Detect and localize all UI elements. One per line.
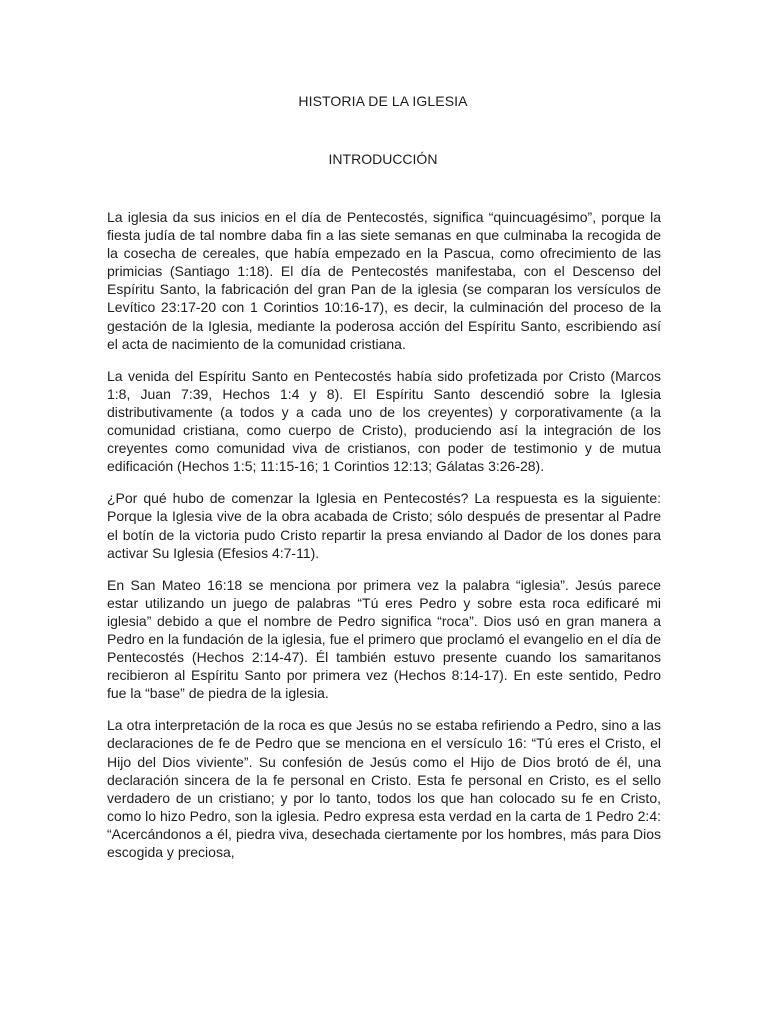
document-title: HISTORIA DE LA IGLESIA [298,93,468,109]
paragraph-3: ¿Por qué hubo de comenzar la Iglesia en Pentecostés? La respuesta es la siguiente: Porque la Iglesia vive de la obra acabada de Cristo; sólo después de presentar al Padre el botín de la victoria pudo Cristo repartir la presa enviando al Dador de los dones para activar Su Iglesia (Efesios 4:7-11). [107,490,661,561]
document-body [107,208,661,875]
paragraph-1: La iglesia da sus inicios en el día de Pentecostés, significa “quincuagésimo”, porque la fiesta judía de tal nombre daba fin a las siete semanas en que culminaba la recogida de la cosecha de cereales, que había empezado en la Pascua, como ofrecimiento de las primicias (Santiago 1:18). El día de Pentecostés manifestaba, con el Descenso del Espíritu Santo, la fabricación del gran Pan de la iglesia (se comparan los versículos de Levítico 23:17-20 con 1 Corintios 10:16-17), es decir, la culminación del proceso de la gestación de la Iglesia, mediante la poderosa acción del Espíritu Santo, escribiendo así el acta de nacimiento de la comunidad cristiana. [107,209,661,352]
paragraph-4: En San Mateo 16:18 se menciona por primera vez la palabra “iglesia”. Jesús parece estar utilizando un juego de palabras “Tú eres Pedro y sobre esta roca edificaré mi iglesia” debido a que el nombre de Pedro significa “roca”. Dios usó en gran manera a Pedro en la fundación de la iglesia, fue el primero que proclamó el evangelio en el día de Pentecostés (Hechos 2:14-47). Él también estuvo presente cuando los samaritanos recibieron al Espíritu Santo por primera vez (Hechos 8:14-17). En este sentido, Pedro fue la “base” de piedra de la iglesia. [107,576,661,702]
paragraph-5: La otra interpretación de la roca es que Jesús no se estaba refiriendo a Pedro, sino a las declaraciones de fe de Pedro que se menciona en el versículo 16: “Tú eres el Cristo, el Hijo del Dios viviente”. Su confesión de Jesús como el Hijo de Dios brotó de él, una declaración sincera de la fe personal en Cristo. Esta fe personal en Cristo, es el sello verdadero de un cristiano; y por lo tanto, todos los que han colocado su fe en Cristo, como lo hizo Pedro, son la iglesia. Pedro expresa esta verdad en la carta de 1 Pedro 2:4: “Acercándonos a él, piedra viva, desechada ciertamente por los hombres, más para Dios escogida y preciosa, [107,717,661,860]
paragraph-2: La venida del Espíritu Santo en Pentecostés había sido profetizada por Cristo (Marcos 1:8, Juan 7:39, Hechos 1:4 y 8). El Espíritu Santo descendió sobre la Iglesia distributivamente (a todos y a cada uno de los creyentes) y corporativamente (a la comunidad cristiana, como cuerpo de Cristo), produciendo así la integración de los creyentes como comunidad viva de cristianos, con poder de testimonio y de mutua edificación (Hechos 1:5; 11:15-16; 1 Corintios 12:13; Gálatas 3:26-28). [107,367,661,475]
section-heading: INTRODUCCIÓN [328,151,438,167]
